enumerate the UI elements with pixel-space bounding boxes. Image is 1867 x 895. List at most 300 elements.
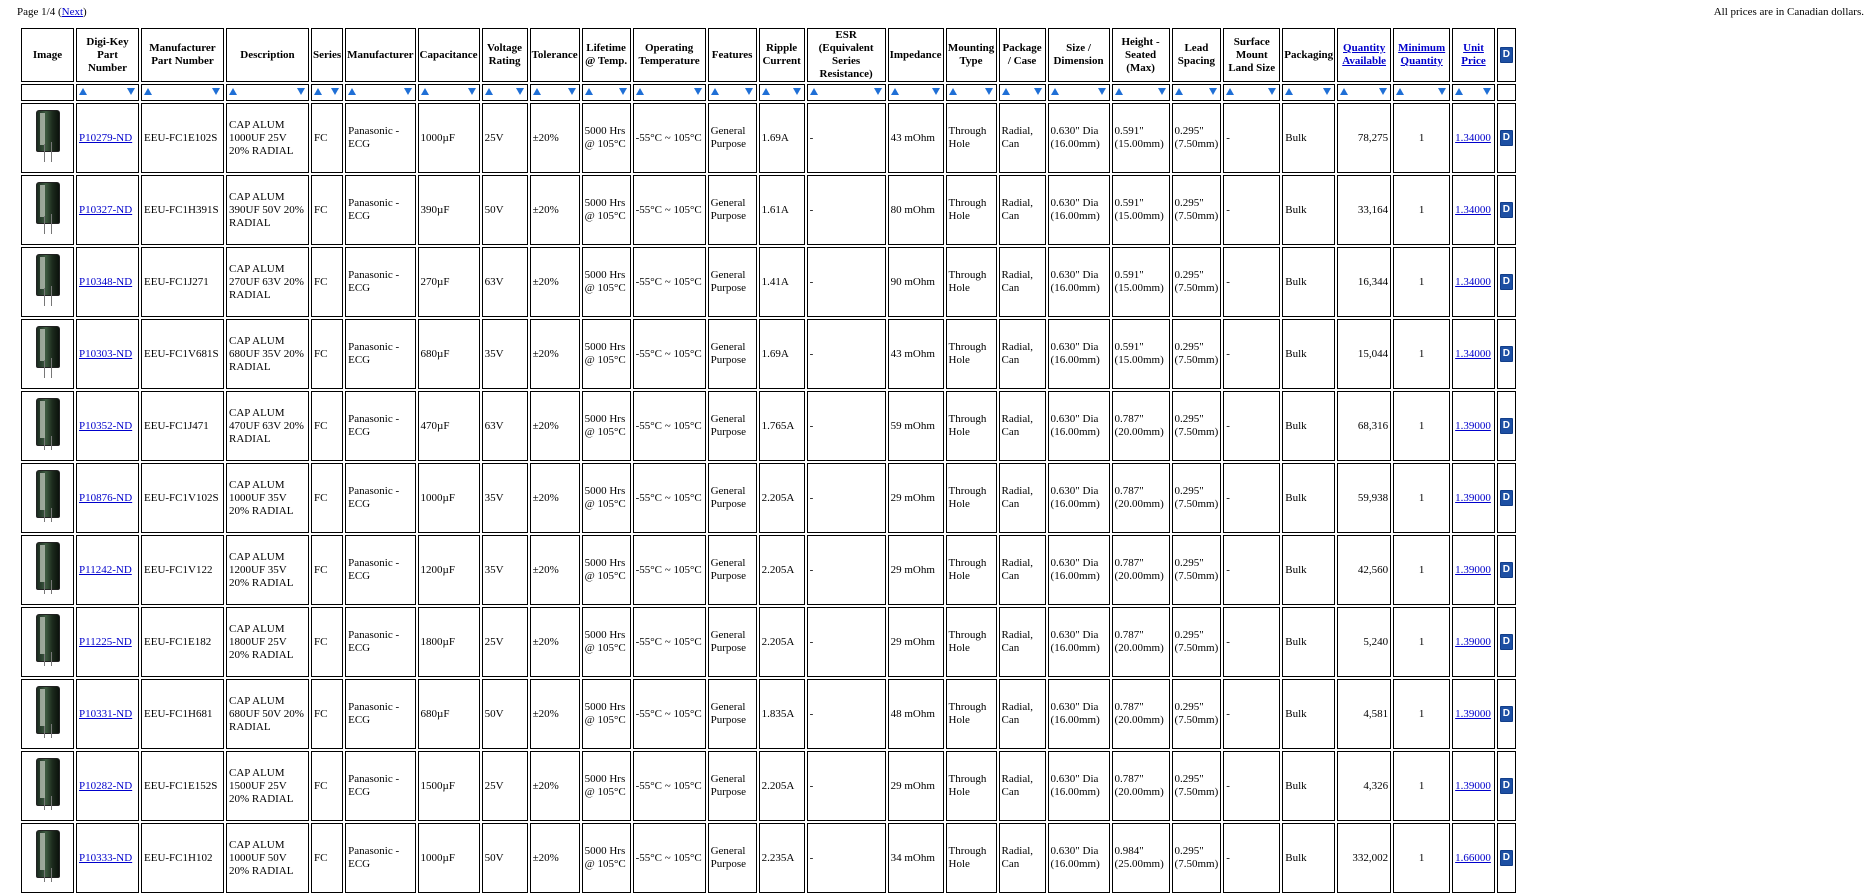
cell-tolerance: ±20% (530, 103, 580, 173)
sort-cell (1282, 84, 1335, 101)
sort-controls (889, 85, 943, 100)
datasheet-cell (1497, 535, 1516, 605)
cell-unit-price (1452, 679, 1495, 749)
sort-cell (482, 84, 528, 101)
cell-description: CAP ALUM 680UF 35V 20% RADIAL (226, 319, 309, 389)
table-row (21, 679, 1516, 749)
col-header-manufacturer: Manufacturer (345, 28, 415, 82)
table-row (21, 103, 1516, 173)
unit-price-link[interactable]: 1.39000 (1455, 419, 1491, 432)
part-number-link[interactable]: P10333-ND (79, 851, 133, 864)
datasheet-icon[interactable]: D (1500, 47, 1513, 63)
cell-series: FC (311, 679, 343, 749)
cell-impedance: 59 mOhm (888, 391, 944, 461)
datasheet-icon[interactable]: D (1500, 490, 1513, 506)
cell-digikey (76, 823, 139, 893)
cell-lead-spacing: 0.295" (7.50mm) (1172, 391, 1222, 461)
cell-series: FC (311, 391, 343, 461)
cell-voltage: 25V (482, 103, 528, 173)
unit-price-link[interactable]: 1.66000 (1455, 851, 1491, 864)
col-header-manufacturer-part-number: Manufacturer Part Number (141, 28, 224, 82)
cell-ripple: 1.835A (759, 679, 805, 749)
cell-min-qty: 1 (1393, 607, 1450, 677)
sort-link-unit-price[interactable]: Unit Price (1461, 42, 1486, 67)
cell-mounting: Through Hole (946, 535, 997, 605)
sort-cell (633, 84, 706, 101)
cell-package: Radial, Can (999, 175, 1046, 245)
datasheet-icon[interactable]: D (1500, 130, 1513, 146)
product-image-cell (21, 751, 74, 821)
cell-lead-spacing: 0.295" (7.50mm) (1172, 823, 1222, 893)
cell-description: CAP ALUM 1000UF 25V 20% RADIAL (226, 103, 309, 173)
cell-op-temp: -55°C ~ 105°C (633, 463, 706, 533)
sort-cell (708, 84, 757, 101)
cell-manufacturer: Panasonic - ECG (345, 823, 415, 893)
cell-packaging: Bulk (1282, 319, 1335, 389)
next-page-link[interactable]: Next (61, 6, 84, 18)
cell-smt-land: - (1223, 175, 1280, 245)
sort-descending-arrow-icon[interactable] (985, 88, 993, 95)
cell-manufacturer: Panasonic - ECG (345, 247, 415, 317)
datasheet-icon[interactable]: D (1500, 706, 1513, 722)
datasheet-icon[interactable]: D (1500, 346, 1513, 362)
cell-mounting: Through Hole (946, 463, 997, 533)
cell-unit-price (1452, 391, 1495, 461)
cell-description: CAP ALUM 270UF 63V 20% RADIAL (226, 247, 309, 317)
sort-descending-arrow-icon[interactable] (619, 88, 627, 95)
sort-cell (759, 84, 805, 101)
sort-controls (1173, 85, 1221, 100)
cell-lifetime: 5000 Hrs @ 105°C (582, 175, 631, 245)
sort-descending-arrow-icon[interactable] (745, 88, 753, 95)
capacitor-thumbnail[interactable] (36, 830, 60, 882)
col-header-voltage-rating: Voltage Rating (482, 28, 528, 82)
sort-descending-arrow-icon[interactable] (694, 88, 702, 95)
sort-controls (1224, 85, 1279, 100)
sort-cell (999, 84, 1046, 101)
datasheet-cell (1497, 463, 1516, 533)
cell-packaging: Bulk (1282, 391, 1335, 461)
product-image-cell (21, 607, 74, 677)
cell-ripple: 1.69A (759, 319, 805, 389)
cell-packaging: Bulk (1282, 535, 1335, 605)
cell-mfr-part: EEU-FC1J471 (141, 391, 224, 461)
cell-mfr-part: EEU-FC1H681 (141, 679, 224, 749)
sort-ascending-arrow-icon[interactable] (1115, 88, 1123, 95)
part-number-link[interactable]: P10279-ND (79, 131, 133, 144)
sort-controls (760, 85, 804, 100)
cell-qty-avail: 42,560 (1337, 535, 1391, 605)
col-header-series: Series (311, 28, 343, 82)
sort-ascending-arrow-icon[interactable] (1340, 88, 1348, 95)
cell-size: 0.630" Dia (16.00mm) (1048, 103, 1110, 173)
cell-height: 0.591" (15.00mm) (1112, 175, 1170, 245)
datasheet-icon[interactable]: D (1500, 634, 1513, 650)
sort-controls (1394, 85, 1449, 100)
cell-size: 0.630" Dia (16.00mm) (1048, 247, 1110, 317)
cell-package: Radial, Can (999, 751, 1046, 821)
datasheet-icon[interactable]: D (1500, 850, 1513, 866)
cell-ripple: 2.205A (759, 463, 805, 533)
sort-ascending-arrow-icon[interactable] (1285, 88, 1293, 95)
capacitor-thumbnail[interactable] (36, 614, 60, 666)
cell-ripple: 1.69A (759, 103, 805, 173)
cell-tolerance: ±20% (530, 247, 580, 317)
sort-ascending-arrow-icon[interactable] (1226, 88, 1234, 95)
cell-esr: - (807, 463, 886, 533)
sort-descending-arrow-icon[interactable] (1209, 88, 1217, 95)
cell-unit-price (1452, 175, 1495, 245)
cell-lead-spacing: 0.295" (7.50mm) (1172, 607, 1222, 677)
cell-height: 0.591" (15.00mm) (1112, 247, 1170, 317)
cell-capacitance: 1800µF (418, 607, 480, 677)
cell-package: Radial, Can (999, 607, 1046, 677)
sort-controls (634, 85, 705, 100)
cell-lead-spacing: 0.295" (7.50mm) (1172, 103, 1222, 173)
sort-cell (946, 84, 997, 101)
cell-mounting: Through Hole (946, 751, 997, 821)
cell-esr: - (807, 823, 886, 893)
sort-cell (21, 84, 74, 101)
part-number-link[interactable]: P11225-ND (79, 635, 132, 648)
product-image-cell (21, 391, 74, 461)
sort-ascending-arrow-icon[interactable] (891, 88, 899, 95)
table-row (21, 391, 1516, 461)
cell-mounting: Through Hole (946, 679, 997, 749)
sort-ascending-arrow-icon[interactable] (314, 88, 322, 95)
sort-descending-arrow-icon[interactable] (331, 88, 339, 95)
cell-op-temp: -55°C ~ 105°C (633, 823, 706, 893)
cell-manufacturer: Panasonic - ECG (345, 391, 415, 461)
cell-op-temp: -55°C ~ 105°C (633, 751, 706, 821)
cell-op-temp: -55°C ~ 105°C (633, 103, 706, 173)
sort-cell (1223, 84, 1280, 101)
cell-qty-avail: 59,938 (1337, 463, 1391, 533)
sort-descending-arrow-icon[interactable] (516, 88, 524, 95)
capacitor-thumbnail[interactable] (36, 326, 60, 378)
cell-packaging: Bulk (1282, 679, 1335, 749)
cell-lifetime: 5000 Hrs @ 105°C (582, 103, 631, 173)
cell-lifetime: 5000 Hrs @ 105°C (582, 391, 631, 461)
pager: Page 1/4 (Next) (17, 6, 87, 18)
cell-features: General Purpose (708, 463, 757, 533)
sort-cell (807, 84, 886, 101)
unit-price-link[interactable]: 1.34000 (1455, 131, 1491, 144)
cell-mounting: Through Hole (946, 391, 997, 461)
col-header-impedance: Impedance (888, 28, 944, 82)
cell-capacitance: 270µF (418, 247, 480, 317)
cell-mfr-part: EEU-FC1E102S (141, 103, 224, 173)
cell-height: 0.591" (15.00mm) (1112, 319, 1170, 389)
cell-manufacturer: Panasonic - ECG (345, 175, 415, 245)
unit-price-link[interactable]: 1.39000 (1455, 563, 1491, 576)
cell-package: Radial, Can (999, 535, 1046, 605)
page-indicator: Page 1/4 (17, 6, 56, 18)
cell-digikey (76, 175, 139, 245)
sort-cell (1337, 84, 1391, 101)
cell-lifetime: 5000 Hrs @ 105°C (582, 751, 631, 821)
currency-notice: All prices are in Canadian dollars. (1713, 6, 1864, 18)
cell-mfr-part: EEU-FC1E152S (141, 751, 224, 821)
cell-mfr-part: EEU-FC1E182 (141, 607, 224, 677)
cell-capacitance: 680µF (418, 679, 480, 749)
capacitor-thumbnail[interactable] (36, 470, 60, 522)
cell-packaging: Bulk (1282, 463, 1335, 533)
sort-descending-arrow-icon[interactable] (932, 88, 940, 95)
cell-mfr-part: EEU-FC1V122 (141, 535, 224, 605)
sort-descending-arrow-icon[interactable] (1483, 88, 1491, 95)
datasheet-icon[interactable]: D (1500, 274, 1513, 290)
cell-mfr-part: EEU-FC1H102 (141, 823, 224, 893)
cell-description: CAP ALUM 1800UF 25V 20% RADIAL (226, 607, 309, 677)
sort-ascending-arrow-icon[interactable] (949, 88, 957, 95)
sort-link-quantity-available[interactable]: Quantity Available (1342, 42, 1387, 67)
sort-descending-arrow-icon[interactable] (404, 88, 412, 95)
cell-esr: - (807, 247, 886, 317)
cell-unit-price (1452, 319, 1495, 389)
cell-capacitance: 1000µF (418, 823, 480, 893)
table-row (21, 319, 1516, 389)
cell-unit-price (1452, 607, 1495, 677)
datasheet-cell (1497, 751, 1516, 821)
sort-descending-arrow-icon[interactable] (1323, 88, 1331, 95)
sort-ascending-arrow-icon[interactable] (1455, 88, 1463, 95)
cell-qty-avail: 332,002 (1337, 823, 1391, 893)
sort-descending-arrow-icon[interactable] (127, 88, 135, 95)
sort-descending-arrow-icon[interactable] (793, 88, 801, 95)
cell-height: 0.984" (25.00mm) (1112, 823, 1170, 893)
sort-ascending-arrow-icon[interactable] (421, 88, 429, 95)
cell-qty-avail: 16,344 (1337, 247, 1391, 317)
datasheet-cell (1497, 103, 1516, 173)
product-image-cell (21, 103, 74, 173)
cell-voltage: 50V (482, 175, 528, 245)
cell-op-temp: -55°C ~ 105°C (633, 319, 706, 389)
cell-packaging: Bulk (1282, 247, 1335, 317)
cell-size: 0.630" Dia (16.00mm) (1048, 319, 1110, 389)
sort-descending-arrow-icon[interactable] (212, 88, 220, 95)
sort-descending-arrow-icon[interactable] (1438, 88, 1446, 95)
col-header-lead-spacing: Lead Spacing (1172, 28, 1222, 82)
capacitor-thumbnail[interactable] (36, 542, 60, 594)
datasheet-icon[interactable]: D (1500, 202, 1513, 218)
unit-price-link[interactable]: 1.39000 (1455, 707, 1491, 720)
cell-mfr-part: EEU-FC1J271 (141, 247, 224, 317)
sort-ascending-arrow-icon[interactable] (533, 88, 541, 95)
sort-cell (530, 84, 580, 101)
sort-ascending-arrow-icon[interactable] (810, 88, 818, 95)
cell-smt-land: - (1223, 535, 1280, 605)
header-row (21, 28, 1516, 82)
cell-lifetime: 5000 Hrs @ 105°C (582, 823, 631, 893)
sort-cell (141, 84, 224, 101)
sort-ascending-arrow-icon[interactable] (229, 88, 237, 95)
col-header-quantity-available (1337, 28, 1391, 82)
unit-price-link[interactable]: 1.39000 (1455, 491, 1491, 504)
unit-price-link[interactable]: 1.39000 (1455, 635, 1491, 648)
product-image-cell (21, 319, 74, 389)
unit-price-link[interactable]: 1.39000 (1455, 779, 1491, 792)
sort-cell (1048, 84, 1110, 101)
col-header-description: Description (226, 28, 309, 82)
cell-tolerance: ±20% (530, 751, 580, 821)
cell-manufacturer: Panasonic - ECG (345, 103, 415, 173)
cell-impedance: 43 mOhm (888, 319, 944, 389)
cell-manufacturer: Panasonic - ECG (345, 607, 415, 677)
cell-ripple: 2.205A (759, 535, 805, 605)
cell-features: General Purpose (708, 679, 757, 749)
cell-impedance: 29 mOhm (888, 535, 944, 605)
cell-manufacturer: Panasonic - ECG (345, 679, 415, 749)
cell-op-temp: -55°C ~ 105°C (633, 247, 706, 317)
cell-series: FC (311, 535, 343, 605)
cell-qty-avail: 4,326 (1337, 751, 1391, 821)
cell-smt-land: - (1223, 103, 1280, 173)
cell-mfr-part: EEU-FC1H391S (141, 175, 224, 245)
sort-ascending-arrow-icon[interactable] (144, 88, 152, 95)
cell-esr: - (807, 679, 886, 749)
col-header-smt-land-size: Surface Mount Land Size (1223, 28, 1280, 82)
cell-tolerance: ±20% (530, 823, 580, 893)
cell-voltage: 63V (482, 391, 528, 461)
col-header-ripple-current: Ripple Current (759, 28, 805, 82)
cell-size: 0.630" Dia (16.00mm) (1048, 391, 1110, 461)
sort-cell (1452, 84, 1495, 101)
col-header-package-case: Package / Case (999, 28, 1046, 82)
sort-descending-arrow-icon[interactable] (1098, 88, 1106, 95)
capacitor-thumbnail[interactable] (36, 758, 60, 810)
col-header-operating-temperature: Operating Temperature (633, 28, 706, 82)
part-number-link[interactable]: P10348-ND (79, 275, 133, 288)
datasheet-cell (1497, 391, 1516, 461)
sort-controls (346, 85, 414, 100)
sort-link-minimum-quantity[interactable]: Minimum Quantity (1398, 42, 1446, 67)
cell-features: General Purpose (708, 175, 757, 245)
cell-capacitance: 1000µF (418, 103, 480, 173)
cell-ripple: 1.765A (759, 391, 805, 461)
cell-tolerance: ±20% (530, 391, 580, 461)
sort-controls (1338, 85, 1390, 100)
datasheet-cell (1497, 679, 1516, 749)
sort-ascending-arrow-icon[interactable] (762, 88, 770, 95)
sort-ascending-arrow-icon[interactable] (1175, 88, 1183, 95)
cell-lead-spacing: 0.295" (7.50mm) (1172, 319, 1222, 389)
sort-ascending-arrow-icon[interactable] (585, 88, 593, 95)
sort-ascending-arrow-icon[interactable] (1002, 88, 1010, 95)
sort-descending-arrow-icon[interactable] (1268, 88, 1276, 95)
cell-voltage: 25V (482, 607, 528, 677)
cell-tolerance: ±20% (530, 607, 580, 677)
cell-features: General Purpose (708, 535, 757, 605)
cell-voltage: 63V (482, 247, 528, 317)
cell-lifetime: 5000 Hrs @ 105°C (582, 247, 631, 317)
cell-series: FC (311, 463, 343, 533)
sort-ascending-arrow-icon[interactable] (711, 88, 719, 95)
sort-descending-arrow-icon[interactable] (468, 88, 476, 95)
capacitor-thumbnail[interactable] (36, 110, 60, 162)
cell-op-temp: -55°C ~ 105°C (633, 391, 706, 461)
sort-cell (888, 84, 944, 101)
cell-height: 0.787" (20.00mm) (1112, 607, 1170, 677)
sort-ascending-arrow-icon[interactable] (79, 88, 87, 95)
capacitor-thumbnail[interactable] (36, 398, 60, 450)
sort-ascending-arrow-icon[interactable] (1051, 88, 1059, 95)
sort-ascending-arrow-icon[interactable] (348, 88, 356, 95)
cell-series: FC (311, 607, 343, 677)
cell-smt-land: - (1223, 463, 1280, 533)
cell-series: FC (311, 103, 343, 173)
capacitor-thumbnail[interactable] (36, 182, 60, 234)
cell-esr: - (807, 751, 886, 821)
cell-ripple: 2.205A (759, 607, 805, 677)
sort-descending-arrow-icon[interactable] (1379, 88, 1387, 95)
datasheet-icon[interactable]: D (1500, 778, 1513, 794)
table-row (21, 247, 1516, 317)
part-number-link[interactable]: P10876-ND (79, 491, 133, 504)
col-header-unit-price (1452, 28, 1495, 82)
sort-ascending-arrow-icon[interactable] (1396, 88, 1404, 95)
sort-ascending-arrow-icon[interactable] (636, 88, 644, 95)
unit-price-link[interactable]: 1.34000 (1455, 203, 1491, 216)
part-number-link[interactable]: P10327-ND (79, 203, 133, 216)
sort-descending-arrow-icon[interactable] (874, 88, 882, 95)
part-number-link[interactable]: P10282-ND (79, 779, 133, 792)
sort-descending-arrow-icon[interactable] (568, 88, 576, 95)
datasheet-icon[interactable]: D (1500, 562, 1513, 578)
col-header-esr: ESR (Equivalent Series Resistance) (807, 28, 886, 82)
datasheet-icon[interactable]: D (1500, 418, 1513, 434)
datasheet-cell (1497, 319, 1516, 389)
capacitor-thumbnail[interactable] (36, 686, 60, 738)
cell-packaging: Bulk (1282, 751, 1335, 821)
cell-smt-land: - (1223, 751, 1280, 821)
cell-impedance: 80 mOhm (888, 175, 944, 245)
col-header-minimum-quantity (1393, 28, 1450, 82)
cell-height: 0.591" (15.00mm) (1112, 103, 1170, 173)
cell-esr: - (807, 319, 886, 389)
cell-min-qty: 1 (1393, 103, 1450, 173)
cell-series: FC (311, 175, 343, 245)
part-number-link[interactable]: P10331-ND (79, 707, 133, 720)
sort-ascending-arrow-icon[interactable] (485, 88, 493, 95)
unit-price-link[interactable]: 1.34000 (1455, 347, 1491, 360)
cell-mounting: Through Hole (946, 823, 997, 893)
sort-descending-arrow-icon[interactable] (1158, 88, 1166, 95)
unit-price-link[interactable]: 1.34000 (1455, 275, 1491, 288)
sort-cell (418, 84, 480, 101)
part-number-link[interactable]: P10352-ND (79, 419, 133, 432)
cell-capacitance: 1500µF (418, 751, 480, 821)
sort-descending-arrow-icon[interactable] (1034, 88, 1042, 95)
sort-descending-arrow-icon[interactable] (297, 88, 305, 95)
part-number-link[interactable]: P11242-ND (79, 563, 132, 576)
part-number-link[interactable]: P10303-ND (79, 347, 133, 360)
cell-capacitance: 1200µF (418, 535, 480, 605)
col-header-datasheet (1497, 28, 1516, 82)
cell-min-qty: 1 (1393, 175, 1450, 245)
cell-unit-price (1452, 751, 1495, 821)
cell-unit-price (1452, 103, 1495, 173)
capacitor-thumbnail[interactable] (36, 254, 60, 306)
sort-controls (709, 85, 756, 100)
cell-min-qty: 1 (1393, 535, 1450, 605)
cell-min-qty: 1 (1393, 463, 1450, 533)
cell-height: 0.787" (20.00mm) (1112, 535, 1170, 605)
cell-impedance: 48 mOhm (888, 679, 944, 749)
cell-mounting: Through Hole (946, 175, 997, 245)
cell-unit-price (1452, 247, 1495, 317)
cell-impedance: 29 mOhm (888, 751, 944, 821)
